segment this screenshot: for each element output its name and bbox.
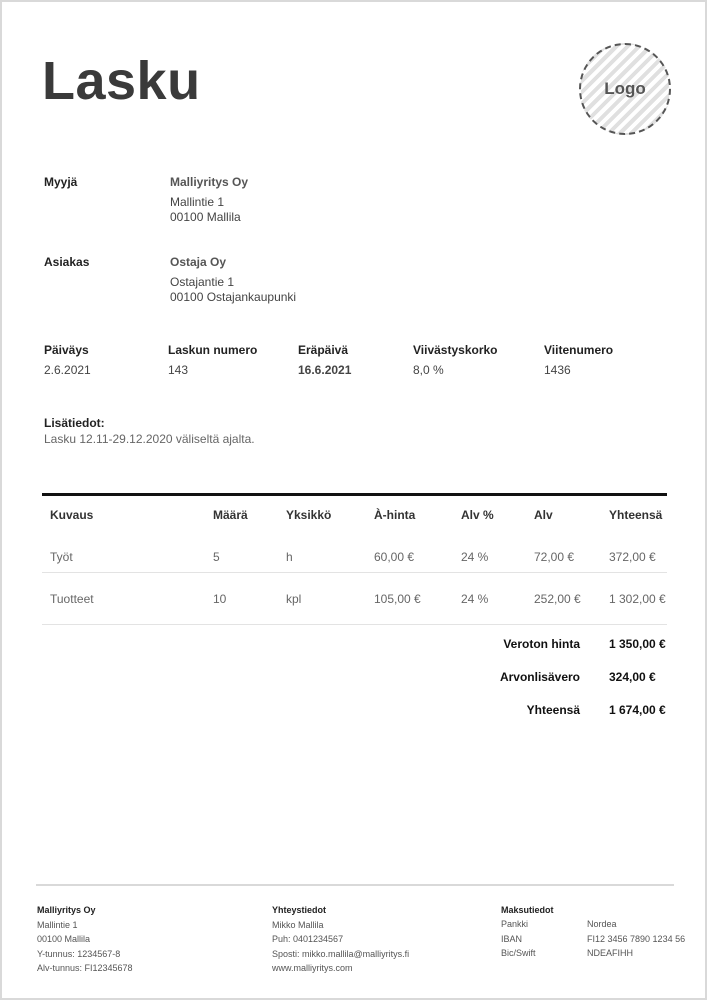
interest-value: 8,0 % (413, 363, 444, 377)
footer-contact-web: www.malliyritys.com (272, 963, 353, 973)
vat-total-value: 324,00 € (609, 670, 656, 684)
due-date-label: Eräpäivä (298, 343, 349, 357)
interest-label: Viivästyskorko (413, 343, 498, 357)
net-total-value: 1 350,00 € (609, 637, 666, 651)
row-vat-percent: 24 % (461, 592, 489, 606)
col-header-quantity: Määrä (213, 508, 248, 522)
col-header-unit: Yksikkö (286, 508, 332, 522)
row-total: 1 302,00 € (609, 592, 666, 606)
table-top-rule (42, 493, 667, 496)
vat-total-label: Arvonlisävero (499, 670, 580, 684)
invoice-number-value: 143 (168, 363, 189, 377)
row-vat: 72,00 € (534, 550, 575, 564)
footer-company (37, 903, 133, 976)
seller-city: 00100 Mallila (170, 210, 241, 224)
col-header-unit-price: À-hinta (374, 508, 416, 522)
footer-contact-heading: Yhteystiedot (272, 905, 327, 915)
customer-street: Ostajantie 1 (170, 275, 235, 289)
footer-bic-value: NDEAFIHH (587, 948, 634, 958)
row-unit: kpl (286, 592, 302, 606)
footer-bank-label: Pankki (501, 919, 529, 929)
seller-name: Malliyritys Oy (170, 175, 249, 189)
row-divider (42, 624, 667, 625)
reference-label: Viitenumero (544, 343, 614, 357)
row-unit: h (286, 550, 293, 564)
grand-total-value: 1 674,00 € (609, 703, 666, 717)
date-value: 2.6.2021 (44, 363, 91, 377)
col-header-total: Yhteensä (609, 508, 663, 522)
footer-bic-label: Bic/Swift (501, 948, 536, 958)
footer-contact-phone: Puh: 0401234567 (272, 934, 344, 944)
col-header-description: Kuvaus (50, 508, 94, 522)
customer-city: 00100 Ostajankaupunki (170, 290, 297, 304)
row-quantity: 10 (213, 592, 227, 606)
footer-bank-value: Nordea (587, 919, 617, 929)
row-quantity: 5 (213, 550, 220, 564)
reference-value: 1436 (544, 363, 571, 377)
footer-vat-id: Alv-tunnus: FI12345678 (37, 963, 133, 973)
grand-total-label: Yhteensä (526, 703, 580, 717)
footer-company-street: Mallintie 1 (37, 919, 78, 930)
due-date-value: 16.6.2021 (298, 363, 352, 377)
notes-text: Lasku 12.11-29.12.2020 väliseltä ajalta. (44, 432, 255, 446)
logo-label: Logo (604, 79, 646, 98)
notes-label: Lisätiedot: (44, 416, 105, 430)
row-unit-price: 105,00 € (374, 592, 421, 606)
footer-divider (36, 884, 674, 886)
row-divider (42, 572, 667, 573)
col-header-vat: Alv (534, 508, 553, 522)
row-total: 372,00 € (609, 550, 656, 564)
footer-contact-person: Mikko Mallila (272, 919, 324, 930)
footer-payment (501, 903, 554, 918)
customer-name: Ostaja Oy (170, 255, 227, 269)
footer-company-city: 00100 Mallila (37, 934, 91, 944)
footer-payment-heading: Maksutiedot (501, 905, 554, 915)
row-description: Tuotteet (50, 592, 94, 606)
customer-label: Asiakas (44, 255, 90, 269)
logo-placeholder (579, 43, 671, 135)
row-vat-percent: 24 % (461, 550, 489, 564)
col-header-vat-percent: Alv % (461, 508, 494, 522)
footer-contact (272, 903, 409, 976)
date-label: Päiväys (44, 343, 89, 357)
row-unit-price: 60,00 € (374, 550, 415, 564)
footer-business-id: Y-tunnus: 1234567-8 (37, 948, 121, 959)
row-description: Työt (50, 550, 73, 564)
seller-street: Mallintie 1 (170, 195, 225, 209)
net-total-label: Veroton hinta (503, 637, 580, 651)
footer-company-name: Malliyritys Oy (37, 905, 96, 915)
footer-contact-email: Sposti: mikko.mallila@malliyritys.fi (272, 948, 410, 959)
footer-iban-label: IBAN (501, 934, 523, 944)
footer-iban-value: FI12 3456 7890 1234 56 (587, 934, 686, 944)
seller-label: Myyjä (44, 175, 78, 189)
invoice-title: Lasku (42, 51, 201, 111)
row-vat: 252,00 € (534, 592, 581, 606)
invoice-number-label: Laskun numero (168, 343, 258, 357)
